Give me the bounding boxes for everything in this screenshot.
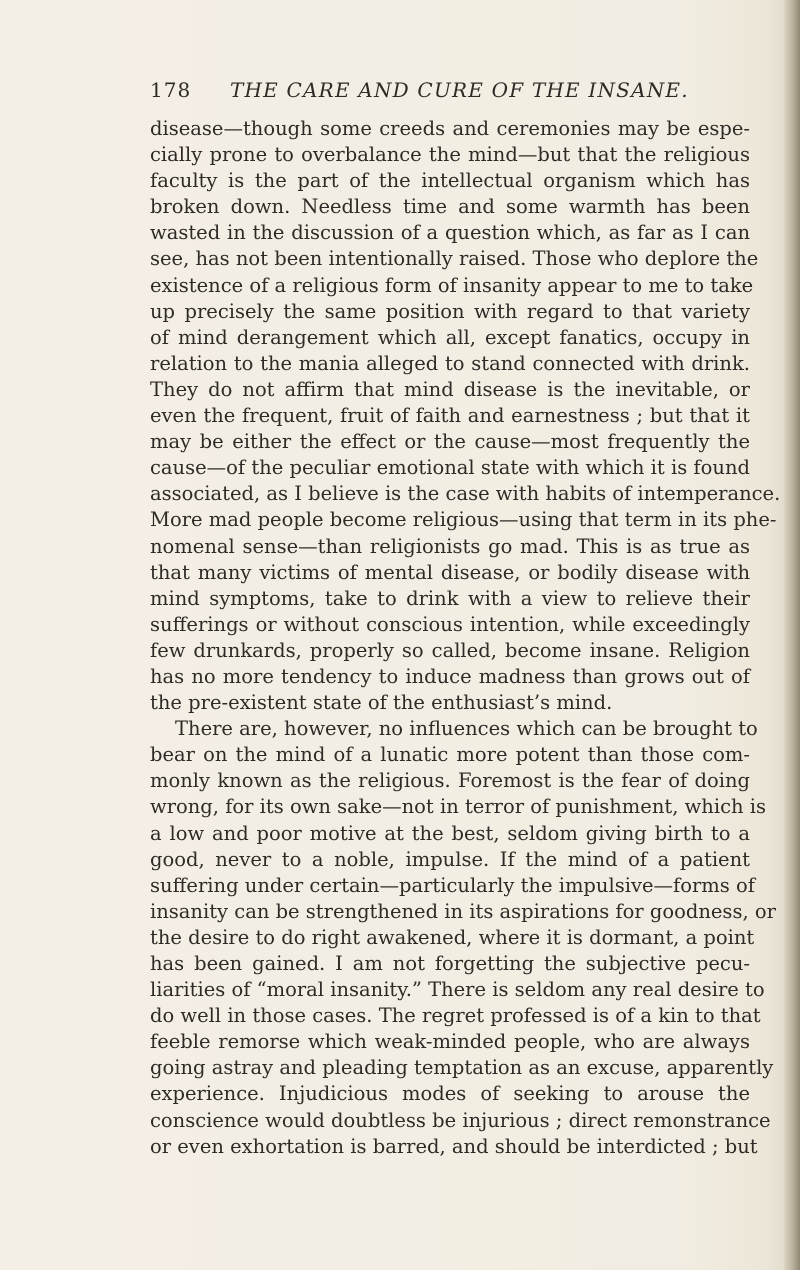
text-line: More mad people become religious—using that term in its phe- bbox=[150, 508, 777, 532]
page-number: 178 bbox=[150, 78, 192, 102]
text-line: a low and poor motive at the best, seldom giving birth to a bbox=[150, 821, 750, 845]
text-line: monly known as the religious. Foremost is the fear of doing bbox=[150, 769, 750, 793]
text-line: disease—though some creeds and ceremonies may be espe- bbox=[150, 117, 750, 140]
text-line: sufferings or without conscious intention, while exceedingly bbox=[150, 612, 750, 636]
text-line: do well in those cases. The regret professed is of a kin to that bbox=[150, 1004, 761, 1028]
text-line: relation to the mania alleged to stand connected with drink. bbox=[150, 351, 750, 375]
text-line: the desire to do right awakened, where it is dormant, a point bbox=[150, 925, 755, 949]
text-line: going astray and pleading temptation as an excuse, apparently bbox=[150, 1056, 774, 1080]
text-line: few drunkards, properly so called, become insane. Religion bbox=[150, 638, 750, 662]
text-line: insanity can be strengthened in its aspirations for goodness, or bbox=[150, 899, 776, 923]
running-head bbox=[150, 76, 750, 104]
text-line: experience. Injudicious modes of seeking to arouse the bbox=[150, 1082, 750, 1106]
text-line: They do not affirm that mind disease is the inevitable, or bbox=[150, 377, 750, 401]
text-line: conscience would doubtless be injurious ; direct remonstrance bbox=[150, 1108, 771, 1132]
text-line: has been gained. I am not forgetting the subjective pecu- bbox=[150, 952, 750, 975]
running-title: THE CARE AND CURE OF THE INSANE. bbox=[230, 78, 689, 102]
page-gutter-shadow bbox=[784, 0, 800, 1270]
text-line: liarities of “moral insanity.” There is seldom any real desire to bbox=[150, 978, 765, 1002]
text-line: of mind derangement which all, except fanatics, occupy in bbox=[150, 325, 750, 349]
text-line: up precisely the same position with regard to that variety bbox=[150, 299, 750, 323]
text-line: that many victims of mental disease, or bodily disease with bbox=[150, 560, 750, 584]
text-line: see, has not been intentionally raised. Those who deplore the bbox=[150, 247, 759, 271]
text-line: mind symptoms, take to drink with a view to relieve their bbox=[150, 586, 750, 610]
text-line: even the frequent, fruit of faith and earnestness ; but that it bbox=[150, 404, 750, 428]
text-line: the pre-existent state of the enthusiast’s mind. bbox=[150, 691, 613, 715]
text-line: good, never to a noble, impulse. If the mind of a patient bbox=[150, 847, 750, 871]
text-line: nomenal sense—than religionists go mad. This is as true as bbox=[150, 534, 750, 558]
body-text bbox=[150, 116, 781, 1160]
text-line: feeble remorse which weak-minded people, who are always bbox=[150, 1030, 750, 1054]
text-line: cause—of the peculiar emotional state with which it is found bbox=[150, 456, 750, 480]
text-line: has no more tendency to induce madness than grows out of bbox=[150, 664, 750, 688]
text-line: associated, as I believe is the case with habits of intemperance. bbox=[150, 482, 781, 506]
text-line: faculty is the part of the intellectual organism which has bbox=[150, 169, 750, 193]
text-line: wrong, for its own sake—not in terror of punishment, which is bbox=[150, 795, 767, 819]
text-line: may be either the effect or the cause—most frequently the bbox=[150, 430, 750, 454]
text-line: or even exhortation is barred, and should be interdicted ; but bbox=[150, 1134, 758, 1158]
text-line: bear on the mind of a lunatic more potent than those com- bbox=[150, 743, 750, 767]
text-line: suffering under certain—particularly the impulsive—forms of bbox=[150, 873, 755, 897]
text-line: wasted in the discussion of a question which, as far as I can bbox=[150, 221, 750, 245]
text-line: broken down. Needless time and some warmth has been bbox=[150, 195, 750, 219]
text-line: existence of a religious form of insanity appear to me to take bbox=[150, 273, 754, 297]
paragraph-start-line: There are, however, no influences which can be brought to bbox=[175, 717, 758, 741]
text-line: cially prone to overbalance the mind—but that the religious bbox=[150, 143, 750, 167]
